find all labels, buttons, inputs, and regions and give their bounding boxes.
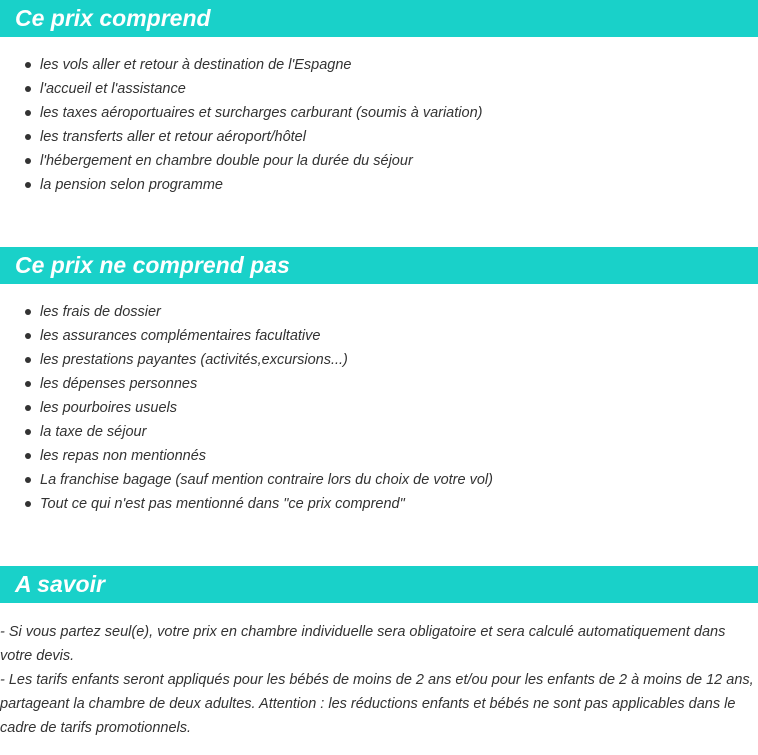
section-title-included: Ce prix comprend <box>15 5 211 31</box>
list-item <box>0 468 493 492</box>
bullet-icon <box>25 381 31 387</box>
list-item <box>0 492 493 516</box>
list-item-text: les pourboires usuels <box>40 400 178 416</box>
list-item <box>0 396 493 420</box>
list-item <box>0 348 493 372</box>
list-item <box>0 149 482 173</box>
section-title-good-to-know: A savoir <box>15 571 105 597</box>
list-item <box>0 173 482 197</box>
bullet-icon <box>25 405 31 411</box>
list-item-text: les repas non mentionnés <box>40 448 207 464</box>
bullet-icon <box>25 62 31 68</box>
bullet-icon <box>25 357 31 363</box>
list-item <box>0 420 493 444</box>
good-to-know-text <box>0 620 756 740</box>
bullet-icon <box>25 453 31 459</box>
bullet-icon <box>25 501 31 507</box>
bullet-icon <box>25 110 31 116</box>
info-paragraph-solo: - Si vous partez seul(e), votre prix en chambre individuelle sera obligatoire et sera calculé automatiquement dans votre devis. <box>0 624 726 664</box>
list-item-text: les dépenses personnes <box>40 376 198 392</box>
list-item-text: les vols aller et retour à destination de l'Espagne <box>40 57 352 73</box>
list-item <box>0 372 493 396</box>
list-item-text: La franchise bagage (sauf mention contraire lors du choix de votre vol) <box>40 472 493 488</box>
section-title-not-included: Ce prix ne comprend pas <box>15 252 290 278</box>
section-header-included <box>0 0 758 37</box>
list-item <box>0 77 482 101</box>
section-header-not-included <box>0 247 758 284</box>
bullet-icon <box>25 309 31 315</box>
list-item-text: les transferts aller et retour aéroport/hôtel <box>40 129 306 145</box>
bullet-icon <box>25 429 31 435</box>
list-item <box>0 101 482 125</box>
list-item-text: la taxe de séjour <box>40 424 147 440</box>
not-included-list <box>0 300 493 516</box>
bullet-icon <box>25 333 31 339</box>
list-item-text: les assurances complémentaires facultative <box>40 328 321 344</box>
list-item-text: l'hébergement en chambre double pour la durée du séjour <box>40 153 413 169</box>
list-item <box>0 53 482 77</box>
list-item-text: la pension selon programme <box>40 177 223 193</box>
list-item <box>0 300 493 324</box>
list-item-text: les prestations payantes (activités,excursions...) <box>40 352 348 368</box>
bullet-icon <box>25 134 31 140</box>
list-item-text: les frais de dossier <box>40 304 161 320</box>
bullet-icon <box>25 86 31 92</box>
section-header-good-to-know <box>0 566 758 603</box>
included-list <box>0 53 482 197</box>
info-paragraph-children: - Les tarifs enfants seront appliqués pour les bébés de moins de 2 ans et/ou pour les enfants de 2 à moins de 12 ans, partageant la chambre de deux adultes. Attention : les réductions enfants et bébés ne sont pas applicables dans le cadre de tarifs promotionnels. <box>0 672 754 736</box>
list-item-text: Tout ce qui n'est pas mentionné dans "ce prix comprend" <box>40 496 405 512</box>
list-item <box>0 444 493 468</box>
list-item-text: les taxes aéroportuaires et surcharges carburant (soumis à variation) <box>40 105 483 121</box>
bullet-icon <box>25 182 31 188</box>
list-item <box>0 324 493 348</box>
list-item-text: l'accueil et l'assistance <box>40 81 186 97</box>
bullet-icon <box>25 477 31 483</box>
list-item <box>0 125 482 149</box>
bullet-icon <box>25 158 31 164</box>
